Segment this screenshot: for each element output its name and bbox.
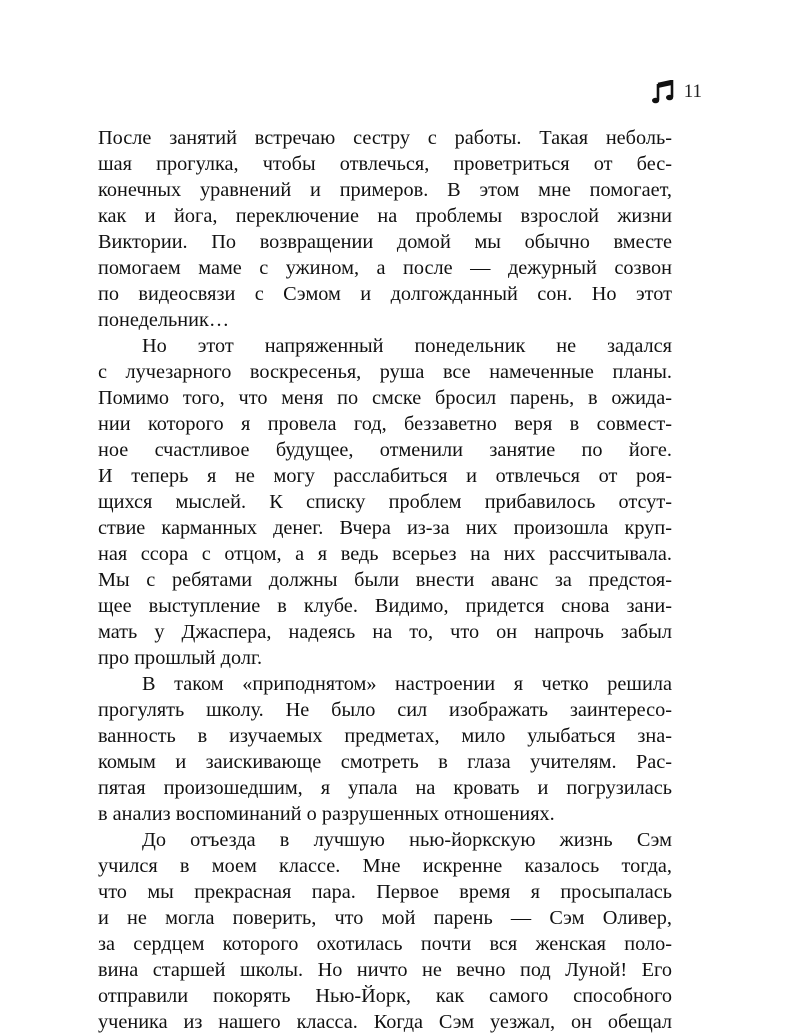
text-line: конечных уравнений и примеров. В этом мне помогает, [98, 179, 672, 201]
text-line: по видеосвязи с Сэмом и долгожданный сон. Но этот [98, 283, 672, 305]
text-line: И теперь я не могу расслабиться и отвлечься от роя- [98, 465, 672, 487]
text-line: шая прогулка, чтобы отвлечься, проветриться от бес- [98, 153, 672, 175]
music-note-icon [652, 80, 674, 104]
text-line: понедельник… [98, 309, 230, 331]
text-line: ная ссора с отцом, а я ведь всерьез на них рассчитывала. [98, 543, 672, 565]
text-line: Мы с ребятами должны были внести аванс за предстоя- [98, 569, 672, 591]
text-line: комым и заискивающе смотреть в глаза учителям. Рас- [98, 751, 672, 773]
text-line: про прошлый долг. [98, 647, 263, 669]
text-line: После занятий встречаю сестру с работы. Такая неболь- [98, 127, 672, 149]
page-number: 11 [683, 81, 702, 102]
text-line: и не могла поверить, что мой парень — Сэм Оливер, [98, 907, 672, 929]
text-line: вина старшей школы. Но ничто не вечно под Луной! Его [98, 959, 672, 981]
text-line: как и йога, переключение на проблемы взрослой жизни [98, 205, 672, 227]
text-line: Но этот напряженный понедельник не задался [142, 335, 672, 357]
text-line: ученика из нашего класса. Когда Сэм уезжал, он обещал [98, 1011, 672, 1033]
text-line: с лучезарного воскресенья, руша все намеченные планы. [98, 361, 672, 383]
text-line: прогулять школу. Не было сил изображать заинтересо- [98, 699, 672, 721]
text-line: помогаем маме с ужином, а после — дежурный созвон [98, 257, 672, 279]
text-line: в анализ воспоминаний о разрушенных отношениях. [98, 803, 555, 825]
text-line: До отъезда в лучшую нью-йоркскую жизнь Сэм [142, 829, 672, 851]
text-line: учился в моем классе. Мне искренне казалось тогда, [98, 855, 672, 877]
text-line: Помимо того, что меня по смске бросил парень, в ожида- [98, 387, 672, 409]
text-line: ное счастливое будущее, отменили занятие по йоге. [98, 439, 672, 461]
text-line: нии которого я провела год, беззаветно веря в совмест- [98, 413, 672, 435]
text-line: ванность в изучаемых предметах, мило улыбаться зна- [98, 725, 672, 747]
text-line: отправили покорять Нью-Йорк, как самого способного [98, 985, 672, 1007]
text-line: щихся мыслей. К списку проблем прибавилось отсут- [98, 491, 672, 513]
text-line: щее выступление в клубе. Видимо, придется снова зани- [98, 595, 672, 617]
page-header [652, 80, 702, 104]
text-line: за сердцем которого охотилась почти вся женская поло- [98, 933, 672, 955]
text-line: ствие карманных денег. Вчера из-за них произошла круп- [98, 517, 672, 539]
text-line: пятая произошедшим, я упала на кровать и погрузилась [98, 777, 672, 799]
body-text [98, 125, 672, 1035]
text-line: что мы прекрасная пара. Первое время я просыпалась [98, 881, 672, 903]
text-line: В таком «приподнятом» настроении я четко решила [142, 673, 672, 695]
text-line: мать у Джаспера, надеясь на то, что он напрочь забыл [98, 621, 672, 643]
text-line: Виктории. По возвращении домой мы обычно вместе [98, 231, 672, 253]
